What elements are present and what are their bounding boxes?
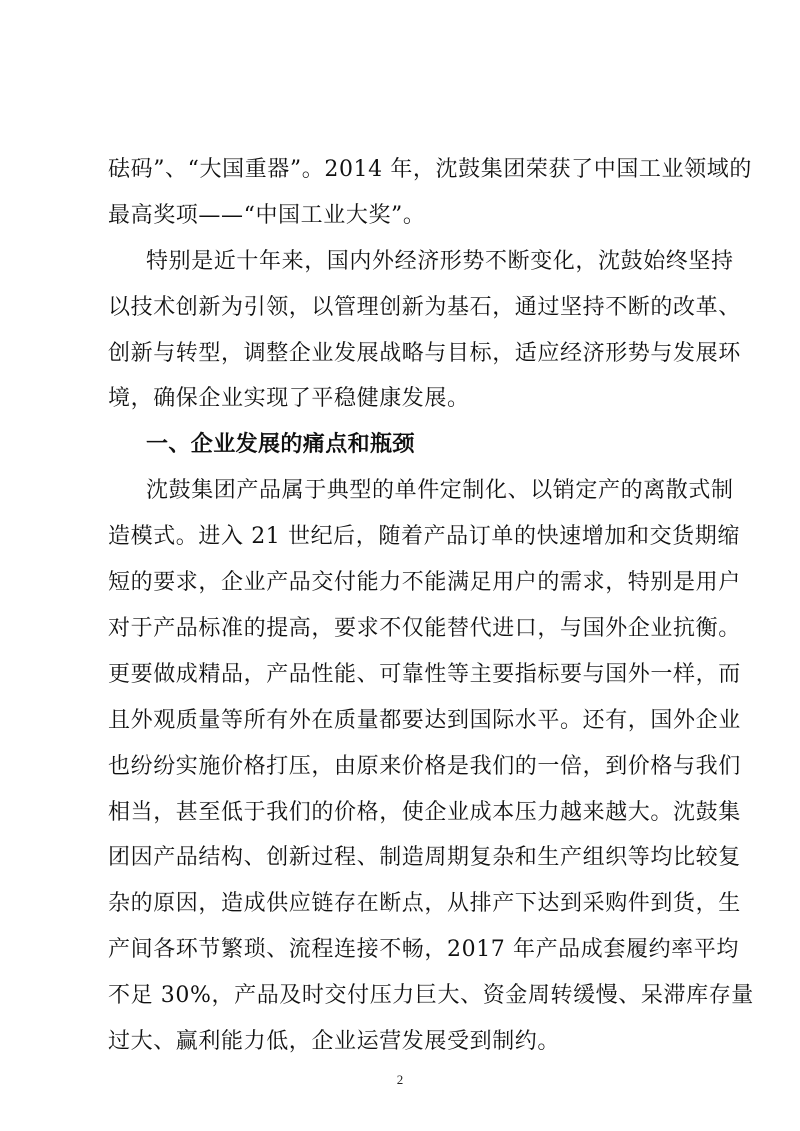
paragraph-line: 且外观质量等所有外在质量都要达到国际水平。还有，国外企业 [108,708,741,733]
paragraph-line: 造模式。进入 21 世纪后，随着产品订单的快速增加和交货期缩 [108,524,740,549]
paragraph-line: 沈鼓集团产品属于典型的单件定制化、以销定产的离散式制 [146,478,734,503]
paragraph-line: 不足 30%，产品及时交付压力巨大、资金周转缓慢、呆滞库存量 [108,983,754,1008]
paragraph-line: 也纷纷实施价格打压，由原来价格是我们的一倍，到价格与我们 [108,754,741,779]
paragraph-line: 最高奖项——“中国工业大奖”。 [108,203,426,228]
paragraph-line: 以技术创新为引领，以管理创新为基石，通过坚持不断的改革、 [108,295,741,320]
paragraph-line: 短的要求，企业产品交付能力不能满足用户的需求，特别是用户 [108,570,741,595]
paragraph-line: 创新与转型，调整企业发展战略与目标，适应经济形势与发展环 [108,341,741,366]
paragraph-line: 杂的原因，造成供应链存在断点，从排产下达到采购件到货，生 [108,891,741,916]
paragraph-line: 特别是近十年来，国内外经济形势不断变化，沈鼓始终坚持 [146,249,734,274]
paragraph-line: 对于产品标准的提高，要求不仅能替代进口，与国外企业抗衡。 [108,616,741,641]
paragraph-line: 相当，甚至低于我们的价格，使企业成本压力越来越大。沈鼓集 [108,800,741,825]
paragraph-line: 产间各环节繁琐、流程连接不畅，2017 年产品成套履约率平均 [108,937,739,962]
section-heading: 一、企业发展的痛点和瓶颈 [146,432,415,457]
paragraph-line: 团因产品结构、创新过程、制造周期复杂和生产组织等均比较复 [108,845,741,870]
paragraph-line: 砝码”、“大国重器”。2014 年，沈鼓集团荣获了中国工业领域的 [108,157,752,182]
paragraph-line: 境，确保企业实现了平稳健康发展。 [108,386,470,411]
page-number: 2 [396,1072,404,1087]
paragraph-line: 更要做成精品，产品性能、可靠性等主要指标要与国外一样，而 [108,662,741,687]
paragraph-line: 过大、赢利能力低，企业运营发展受到制约。 [108,1029,561,1054]
